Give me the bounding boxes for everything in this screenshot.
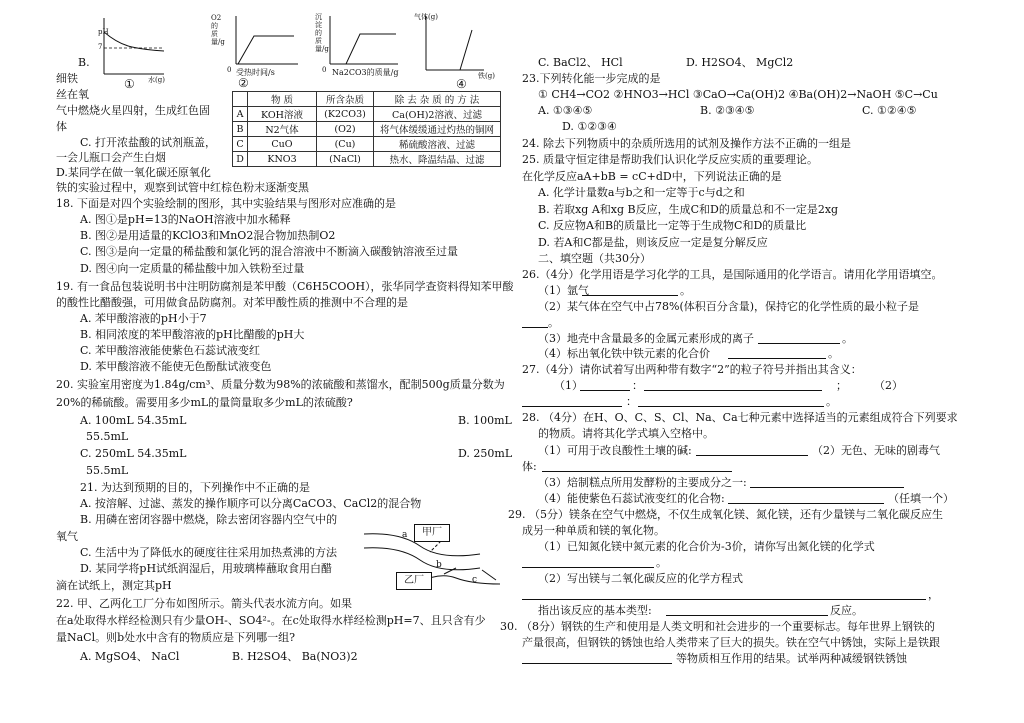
- right-line: D. ①②③④: [562, 120, 617, 133]
- left-line: 滴在试纸上，测定其pH: [56, 579, 172, 592]
- q26-3-answer-blank[interactable]: [758, 332, 840, 344]
- point-b-label: b: [436, 560, 442, 570]
- left-line: A. MgSO4、 NaCl: [80, 650, 180, 663]
- graph-4-ylabel: 气体(g): [414, 13, 438, 21]
- right-line: 体:: [522, 460, 537, 473]
- left-line: C. 苯甲酸溶液能使紫色石蕊试液变红: [80, 344, 261, 357]
- q29-1-answer-blank[interactable]: [522, 556, 654, 568]
- q26-4-answer-blank[interactable]: [728, 347, 826, 359]
- right-line: 23.下列转化能一步完成的是: [522, 72, 661, 85]
- table-cell: (NaCl): [317, 152, 374, 167]
- right-line: 29. （5分）镁条在空气中燃烧，不仅生成氧化镁、氮化镁，还有少量镁与二氧化碳反应生: [508, 508, 943, 521]
- left-line: 丝在氧: [56, 88, 89, 101]
- table-cell: 稀硫酸溶液、过滤: [374, 137, 501, 152]
- graph-4-number: ④: [456, 77, 467, 91]
- q29-1-label: （1）已知氮化镁中氮元素的化合价为-3价，请你写出氮化镁的化学式: [538, 540, 875, 553]
- right-line: 在化学反应aA+bB = cC+dD中，下列说法正确的是: [522, 170, 782, 183]
- table-row: [233, 137, 501, 152]
- impurity-table: [232, 91, 501, 167]
- left-line: 55.5mL: [86, 464, 129, 477]
- q29-2-label: （2）写出镁与二氧化碳反应的化学方程式: [538, 572, 743, 585]
- q29-type-label: 指出该反应的基本类型:: [538, 604, 652, 617]
- graph-2-origin: 0: [227, 66, 232, 74]
- right-line: ① CH4→CO2 ②HNO3→HCl ③CaO→Ca(OH)2 ④Ba(OH)2→NaOH ⑤C→Cu: [538, 88, 938, 101]
- q29-type-blank[interactable]: [666, 604, 828, 616]
- table-header-cell: [233, 92, 248, 107]
- table-cell: N2气体: [248, 122, 317, 137]
- q27-1-meaning-blank[interactable]: [644, 379, 822, 391]
- right-line: 。: [548, 316, 559, 329]
- right-line: 24. 除去下列物质中的杂质所选用的试剂及操作方法不正确的一组是: [522, 137, 851, 150]
- graph-1-mark: 7: [98, 43, 103, 51]
- right-line: 。: [826, 395, 837, 408]
- left-line: 20. 实验室用密度为1.84g/cm³、质量分数为98%的浓硫酸和蒸馏水，配制500g质量分数为: [56, 378, 505, 391]
- q28-4-label: （4）能使紫色石蕊试液变红的化合物:: [538, 492, 725, 505]
- table-cell: (K2CO3): [317, 107, 374, 122]
- left-line: D. 某同学将pH试纸润湿后，用玻璃棒蘸取食用白醋: [80, 562, 333, 575]
- right-line: 成另一种单质和镁的氧化物。: [522, 524, 665, 537]
- table-cell: CuO: [248, 137, 317, 152]
- left-line: 氧气: [56, 530, 78, 543]
- table-header-cell: 物 质: [248, 92, 317, 107]
- q26-1-label: （1）氩气: [538, 284, 589, 297]
- graph-2-number: ②: [238, 76, 249, 90]
- left-line: A. 按溶解、过滤、蒸发的操作顺序可以分离CaCO3、CaCl2的混合物: [80, 497, 422, 510]
- graph-1-ylabel: pH: [98, 28, 109, 36]
- table-cell: (Cu): [317, 137, 374, 152]
- table-cell: 将气体缓缓通过灼热的铜网: [374, 122, 501, 137]
- point-a-label: a: [402, 530, 408, 540]
- table-cell: Ca(OH)2溶液、过滤: [374, 107, 501, 122]
- table-cell: 热水、降温结晶、过滤: [374, 152, 501, 167]
- table-cell: (O2): [317, 122, 374, 137]
- graph-2-ylabel: O2的质量/g: [211, 14, 225, 46]
- left-line: A. 图①是pH=13的NaOH溶液中加水稀释: [80, 213, 291, 226]
- right-line: 。: [680, 284, 691, 297]
- left-line: D.某同学在做一氧化碳还原氧化: [56, 166, 211, 179]
- left-line: D. 苯甲酸溶液不能使无色酚酞试液变色: [80, 360, 272, 373]
- left-line: D. 图④向一定质量的稀盐酸中加入铁粉至过量: [80, 262, 305, 275]
- q28-2-answer-blank[interactable]: [542, 460, 732, 472]
- table-header-row: [233, 92, 501, 107]
- q26-3-label: （3）地壳中含量最多的金属元素形成的离子: [538, 332, 754, 345]
- right-line: 28. （4分）在H、O、C、S、Cl、Na、Ca七种元素中选择适当的元素组成符合下列要求: [522, 411, 958, 424]
- graph-1-number: ①: [124, 77, 135, 91]
- q26-2-label: （2）某气体在空气中占78%(体积百分含量)，保持它的化学性质的最小粒子是: [538, 300, 920, 313]
- left-line: B. 100mL: [458, 414, 512, 427]
- right-line: D. H2SO4、 MgCl2: [686, 56, 794, 69]
- left-line: 18. 下面是对四个实验绘制的图形，其中实验结果与图形对应准确的是: [56, 197, 396, 210]
- left-line: 体: [56, 120, 67, 133]
- q27-1-label: （1）: [554, 379, 583, 392]
- left-line: 细铁: [56, 72, 78, 85]
- right-line: 二、填空题（共30分）: [538, 252, 651, 265]
- left-line: B. 相同浓度的苯甲酸溶液的pH比醋酸的pH大: [80, 328, 305, 341]
- graph-1-xlabel: 水(g): [148, 76, 165, 84]
- right-line: C. ①②④⑤: [862, 104, 917, 117]
- right-line: ：: [626, 395, 637, 408]
- left-line: B. H2SO4、 Ba(NO3)2: [232, 650, 358, 663]
- right-line: ，: [928, 588, 939, 601]
- right-line: 27.（4分）请你试着写出两种带有数字“2”的粒子符号并指出其含义：: [522, 363, 862, 376]
- q28-1-label: （1）可用于改良酸性土壤的碱:: [538, 444, 692, 457]
- graph-3-xlabel: Na2CO3的质量/g: [332, 68, 399, 77]
- right-line: A. ①③④⑤: [538, 104, 593, 117]
- left-line: 量NaCl。则b处水中含有的物质应是下列哪一组?: [56, 631, 296, 644]
- table-cell: D: [233, 152, 248, 167]
- q28-4-answer-blank[interactable]: [728, 492, 884, 504]
- factory-jia-box: [414, 524, 450, 542]
- right-line: 的物质。请将其化学式填入空格中。: [538, 427, 714, 440]
- left-line: D. 250mL: [458, 447, 513, 460]
- q30-answer-blank[interactable]: [522, 652, 672, 664]
- right-line: 。: [842, 332, 853, 345]
- left-line: 55.5mL: [86, 430, 129, 443]
- left-line: B.: [78, 56, 90, 69]
- table-cell: KNO3: [248, 152, 317, 167]
- right-line: 25. 质量守恒定律是帮助我们认识化学反应实质的重要理论。: [522, 153, 818, 166]
- factory-yi-label: 乙厂: [404, 575, 424, 586]
- right-line: 。: [656, 556, 667, 569]
- table-header-cell: 所含杂质: [317, 92, 374, 107]
- graph-3-origin: 0: [322, 66, 327, 74]
- point-c-label: c: [472, 575, 478, 585]
- right-line: （任填一个）: [888, 492, 954, 505]
- graph-4-xlabel: 铁(g): [478, 72, 495, 80]
- right-line: D. 若A和C都是盐，则该反应一定是复分解反应: [538, 236, 768, 249]
- right-line: 反应。: [830, 604, 863, 617]
- left-line: 在a处取得水样经检测只有少量OH-、SO4²-。在c处取得水样经检测pH=7、且只含有少: [56, 614, 486, 627]
- left-line: B. 用磷在密闭容器中燃烧，除去密闭容器内空气中的: [80, 513, 338, 526]
- left-line: 19. 有一食品包装说明书中注明防腐剂是苯甲酸（C6H5COOH），张华同学查资料得知苯甲酸: [56, 280, 514, 293]
- right-line: C. 反应物A和B的质量比一定等于生成物C和D的质量比: [538, 219, 807, 232]
- right-line: 26.（4分）化学用语是学习化学的工具，是国际通用的化学语言。请用化学用语填空。: [522, 268, 943, 281]
- graph-3-ylabel: 沉淀的质量/g: [315, 13, 329, 53]
- q29-2-equation-blank[interactable]: [522, 588, 926, 600]
- left-line: C. 250mL 54.35mL: [80, 447, 187, 460]
- table-cell: KOH溶液: [248, 107, 317, 122]
- right-line: C. BaCl2、 HCl: [538, 56, 623, 69]
- q26-2-answer-blank[interactable]: [522, 316, 548, 328]
- factory-jia-label: 甲厂: [422, 527, 442, 538]
- factory-yi-box: [396, 572, 432, 590]
- table-cell: B: [233, 122, 248, 137]
- graph-2-xlabel: 受热时间/s: [236, 68, 275, 77]
- right-line: 等物质相互作用的结果。试举两种减缓钢铁锈蚀: [676, 652, 907, 665]
- right-line: B. 若取xg A和xg B反应，生成C和D的质量总和不一定是2xg: [538, 203, 839, 216]
- table-row: [233, 107, 501, 122]
- q27-2-meaning-blank[interactable]: [638, 395, 824, 407]
- q27-1-symbol-blank[interactable]: [580, 379, 630, 391]
- left-line: 一会儿瓶口会产生白烟: [56, 151, 166, 164]
- right-line: ：: [632, 379, 643, 392]
- left-line: C. 图③是向一定量的稀盐酸和氯化钙的混合溶液中不断滴入碳酸钠溶液至过量: [80, 245, 459, 258]
- q26-4-label: （4）标出氧化铁中铁元素的化合价: [538, 347, 710, 360]
- left-line: C. 打开浓盐酸的试剂瓶盖，: [80, 136, 217, 149]
- table-cell: A: [233, 107, 248, 122]
- right-line: 。: [828, 347, 839, 360]
- table-row: [233, 152, 501, 167]
- left-line: C. 生活中为了降低水的硬度往往采用加热煮沸的方法: [80, 546, 338, 559]
- left-line: B. 图②是用适量的KClO3和MnO2混合物加热制O2: [80, 229, 336, 242]
- left-line: 的酸性比醋酸强，可用做食品防腐剂。对苯甲酸性质的推测中不合理的是: [56, 296, 408, 309]
- q28-2-label: （2）无色、无味的剧毒气: [812, 444, 940, 457]
- left-line: 铁的实验过程中，观察到试管中红棕色粉末逐渐变黑: [56, 181, 309, 194]
- q27-2-symbol-blank[interactable]: [522, 395, 622, 407]
- right-line: A. 化学计量数a与b之和一定等于c与d之和: [538, 186, 745, 199]
- right-line: 产量很高，但钢铁的锈蚀也给人类带来了巨大的损失。铁在空气中锈蚀，实际上是铁跟: [522, 636, 940, 649]
- q28-3-answer-blank[interactable]: [750, 476, 904, 488]
- q26-1-answer-blank[interactable]: [582, 284, 678, 296]
- q28-1-answer-blank[interactable]: [696, 444, 808, 456]
- left-line: 20%的稀硫酸。需要用多少mL的量筒量取多少mL的浓硫酸?: [56, 396, 353, 409]
- right-line: ；: [836, 379, 847, 392]
- table-cell: C: [233, 137, 248, 152]
- left-line: A. 100mL 54.35mL: [80, 414, 187, 427]
- left-line: A. 苯甲酸溶液的pH小于7: [80, 312, 207, 325]
- table-header-cell: 除 去 杂 质 的 方 法: [374, 92, 501, 107]
- q28-3-label: （3）焙制糕点所用发酵粉的主要成分之一:: [538, 476, 747, 489]
- table-row: [233, 122, 501, 137]
- q27-2-label: （2）: [874, 379, 903, 392]
- right-line: B. ②③④⑤: [700, 104, 755, 117]
- left-line: 21. 为达到预期的目的，下列操作中不正确的是: [80, 481, 310, 494]
- left-line: 气中燃烧火星四射，生成红色固: [56, 104, 210, 117]
- right-line: 30. （8分）钢铁的生产和使用是人类文明和社会进步的一个重要标志。每年世界上钢铁的: [500, 620, 935, 633]
- left-line: 22. 甲、乙两化工厂分布如图所示。箭头代表水流方向。如果: [56, 597, 352, 610]
